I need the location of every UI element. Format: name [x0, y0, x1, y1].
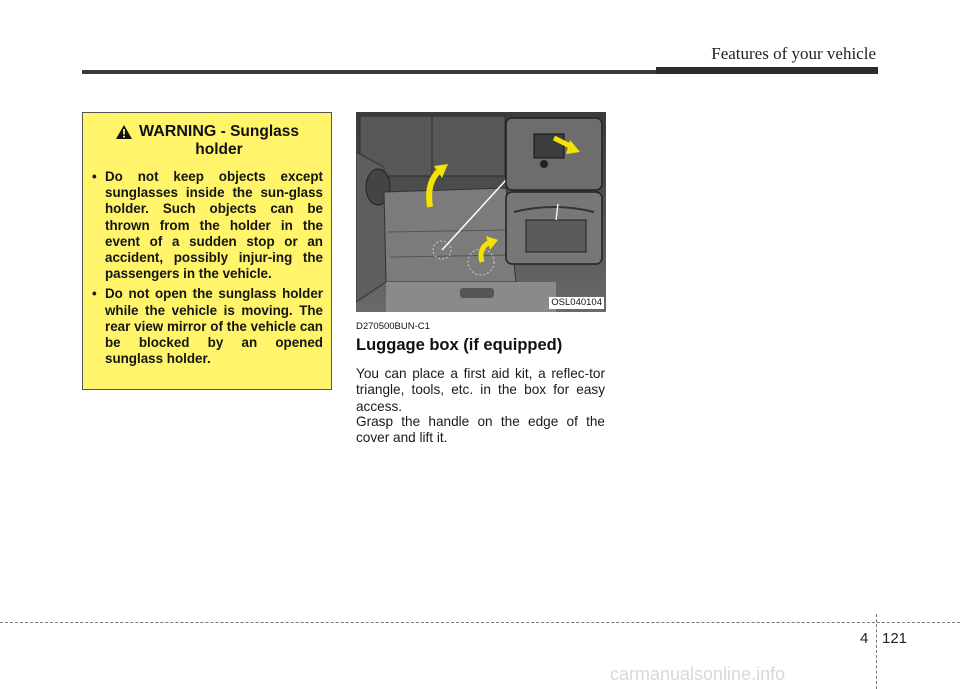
warning-subtitle-line2: holder [195, 141, 243, 158]
footer-divider [0, 622, 960, 623]
luggage-area-illustration [356, 112, 606, 312]
body-paragraph: You can place a first aid kit, a reflec-tor triangle, tools, etc. in the box for easy access. [356, 366, 605, 414]
section-title: Luggage box (if equipped) [356, 336, 563, 354]
warning-heading [91, 123, 323, 159]
page-number: 121 [882, 630, 908, 647]
body-paragraph: Grasp the handle on the edge of the cover and lift it. [356, 414, 605, 446]
header-rule-accent [656, 67, 878, 74]
luggage-box-figure [356, 112, 606, 312]
watermark-text: carmanualsonline.info [610, 664, 786, 684]
warning-triangle-icon [115, 124, 133, 140]
warning-item: • Do not open the sunglass holder while the vehicle is moving. The rear view mirror of the vehicle can be blocked by an opened sunglass holder. [91, 286, 323, 367]
section-code: D270500BUN-C1 [356, 321, 430, 332]
warning-item: • Do not keep objects except sunglasses inside the sun-glass holder. Such objects can be thrown from the holder in the event of a sudden stop or an accident, possibly injur-ing the passengers in the vehicle. [91, 169, 323, 282]
warning-title: WARNING [138, 123, 217, 140]
warning-list [91, 169, 323, 367]
warning-subtitle: - Sunglass [216, 123, 299, 140]
page-header-title: Features of your vehicle [711, 44, 876, 63]
chapter-number: 4 [860, 630, 869, 647]
footer-vertical-divider [876, 614, 877, 689]
warning-box [82, 112, 332, 390]
figure-code-label: OSL040104 [551, 297, 602, 308]
